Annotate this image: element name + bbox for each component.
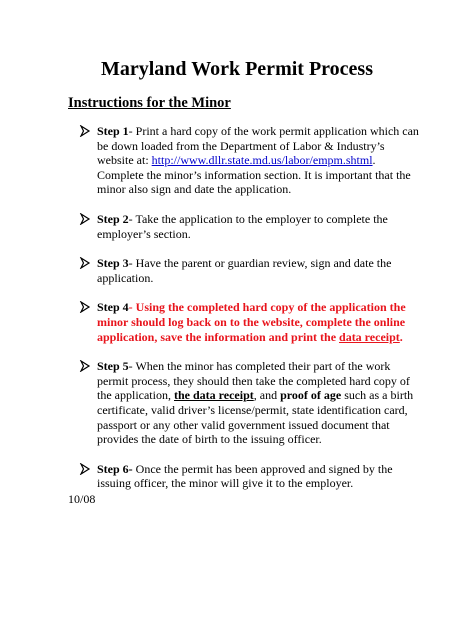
arrow-bullet-icon [79,463,91,475]
step-text: , and [253,388,281,403]
step-text: - When the minor has completed their part of the work permit process, they should then take the completed hard copy of the application, [97,359,410,403]
dllr-website-link[interactable]: http://www.dllr.state.md.us/labor/empm.shtml [151,153,373,168]
list-item-step-3 [79,256,424,285]
step-label: Step 4 [97,300,129,315]
step-text: - Print a hard copy of the work permit application which can be down loaded from the Department of Labor & Industry’s website at: [97,124,419,168]
list-item-step-6 [79,462,424,491]
data-receipt-term: the data receipt [173,388,254,403]
list-item-step-1 [79,124,424,197]
arrow-bullet-icon [79,257,91,269]
data-receipt-term: data receipt [339,329,400,344]
arrow-bullet-icon [79,360,91,372]
step-text: Once the permit has been approved and signed by the issuing officer, the minor will give it to the employer. [97,461,393,491]
arrow-bullet-icon [79,213,91,225]
list-item-step-2 [79,212,424,241]
proof-of-age-term: proof of age [280,388,342,403]
arrow-bullet-icon [79,125,91,137]
step-label: Step 1 [97,124,129,138]
step-text: - Take the application to the employer to complete the employer’s section. [97,211,388,241]
steps-list [79,124,424,506]
document-date: 10/08 [68,492,96,506]
step-label: Step 5 [97,359,129,374]
list-item-step-4 [79,300,424,344]
step-label: Step 2 [97,211,129,226]
section-heading: Instructions for the Minor [68,95,231,111]
step-text: such as a birth certificate, valid driver’s license/permit, state identification card, passport or any other valid government issued document that provides the date of birth to the issuing officer. [97,388,414,447]
step-text: . Complete the minor’s information section. It is important that the minor also sign and date the application. [97,153,411,197]
step-text-end: . [399,329,403,344]
page-title: Maryland Work Permit Process [101,58,373,80]
step-label: Step 6- [97,461,133,476]
step-label: Step 3 [97,256,129,271]
arrow-bullet-icon [79,301,91,313]
list-item-step-5 [79,359,424,447]
step-text-highlight: - Using the completed hard copy of the application the minor should log back on to the website, complete the online application, save the information and print the [97,300,406,344]
step-text: - Have the parent or guardian review, sign and date the application. [97,256,392,285]
